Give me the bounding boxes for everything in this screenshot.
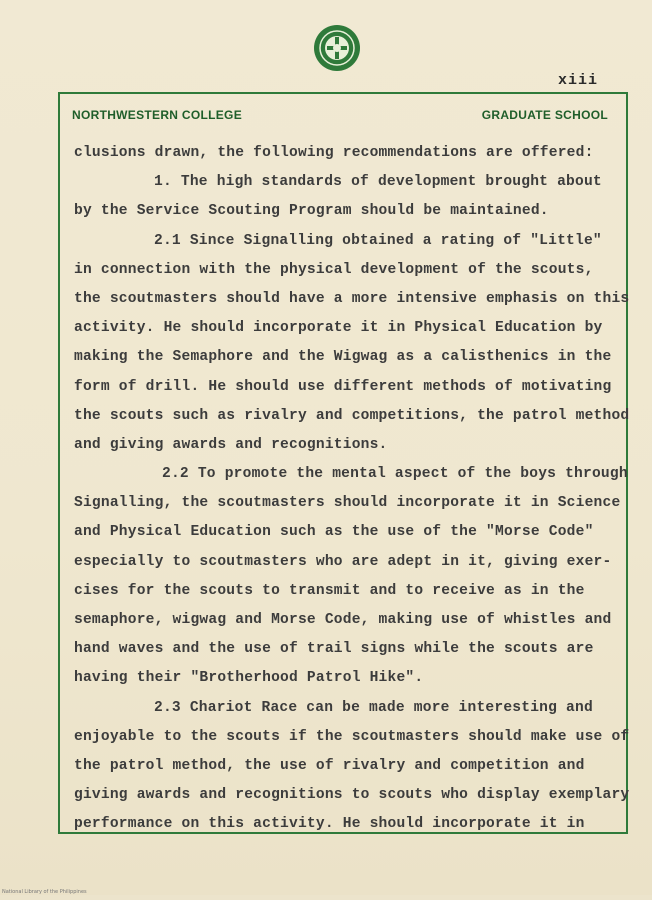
text-line: clusions drawn, the following recommendations are offered: (74, 145, 594, 161)
text-line: semaphore, wigwag and Morse Code, making use of whistles and (74, 612, 612, 628)
header-school-name: GRADUATE SCHOOL (481, 108, 608, 122)
text-line: in connection with the physical development of the scouts, (74, 261, 594, 278)
text-line: activity. He should incorporate it in Physical Education by (74, 320, 603, 337)
text-line: 2.1 Since Signalling obtained a rating of "Little" (154, 232, 602, 249)
text-line: and Physical Education such as the use of the "Morse Code" (74, 524, 594, 541)
text-line: by the Service Scouting Program should be maintained. (74, 203, 549, 220)
text-line: hand waves and the use of trail signs while the scouts are (74, 641, 594, 658)
text-line: the scouts such as rivalry and competitions, the patrol method (74, 407, 630, 424)
text-line: Signalling, the scoutmasters should incorporate it in Science (74, 495, 621, 512)
text-line: 2.2 To promote the mental aspect of the boys through (162, 466, 628, 483)
scan-footer: National Library of the Philippines (2, 889, 87, 895)
page-border-rule (58, 470, 60, 834)
text-line: having their "Brotherhood Patrol Hike". (74, 670, 424, 687)
text-line: 2.3 Chariot Race can be made more interesting and (154, 699, 593, 716)
text-line: the scoutmasters should have a more intensive emphasis on this (74, 290, 630, 307)
page-number: xiii (557, 72, 598, 89)
text-line: form of drill. He should use different methods of motivating (74, 378, 612, 395)
text-line: performance on this activity. He should incorporate it in (74, 816, 585, 833)
text-line: giving awards and recognitions to scouts who display exemplary (74, 787, 630, 804)
text-line: especially to scoutmasters who are adept in it, giving exer- (74, 553, 612, 570)
text-line: enjoyable to the scouts if the scoutmasters should make use of (74, 728, 630, 745)
text-line: making the Semaphore and the Wigwag as a calisthenics in the (74, 349, 612, 366)
college-seal-icon (313, 24, 361, 72)
text-line: and giving awards and recognitions. (74, 436, 388, 453)
text-line: 1. The high standards of development brought about (154, 174, 602, 191)
text-line: the patrol method, the use of rivalry and competition and (74, 757, 585, 774)
text-line: cises for the scouts to transmit and to receive as in the (74, 582, 585, 599)
typed-body-text (74, 139, 634, 840)
header-college-name: NORTHWESTERN COLLEGE (72, 108, 242, 122)
